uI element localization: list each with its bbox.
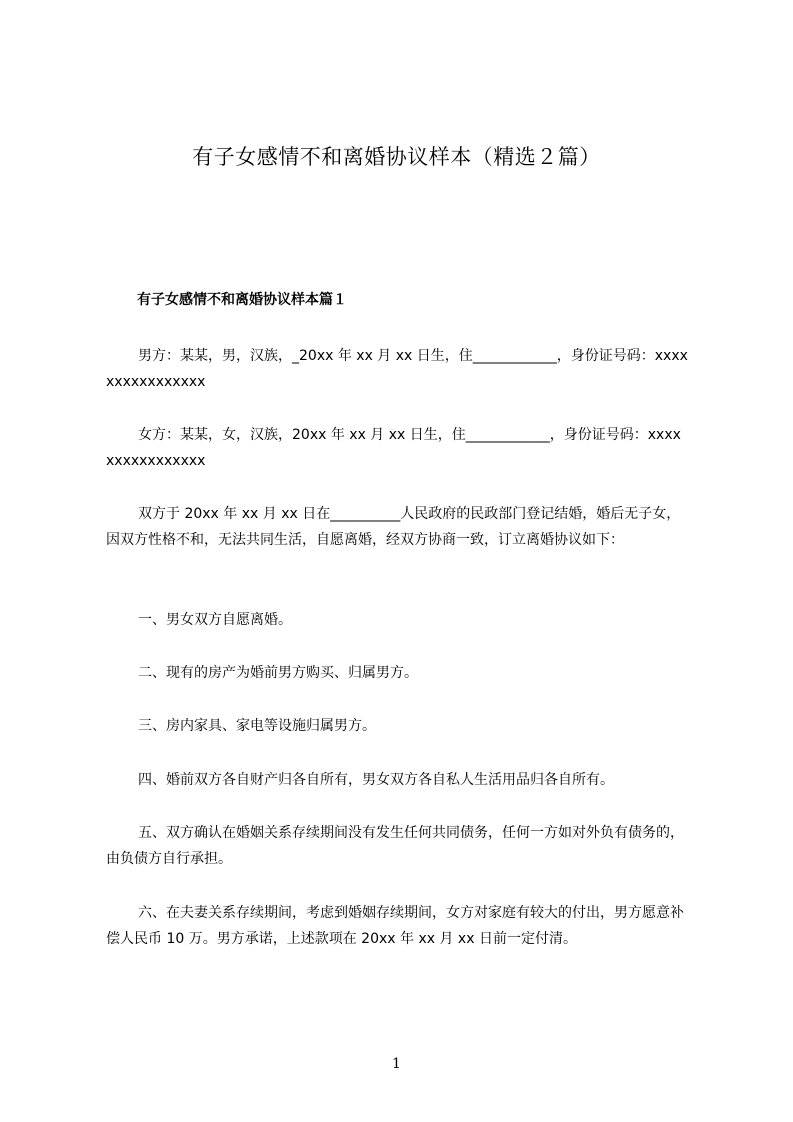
paragraph-clause-2: 二、现有的房产为婚前男方购买、归属男方。 (138, 665, 418, 681)
paragraph-marriage-registration: 双方于 20xx 年 xx 月 xx 日在__________人民政府的民政部门登记结婚，婚后无子女，因双方性格不和，无法共同生活，自愿离婚，经双方协商一致，订立离婚协议如下： (106, 506, 681, 548)
paragraph-female-party: 女方：某某，女，汉族，20xx 年 xx 月 xx 日生，住____________，身份证号码：xxxxxxxxxxxxxxxx (106, 427, 681, 469)
paragraph-clause-5: 五、双方确认在婚姻关系存续期间没有发生任何共同债务，任何一方如对外负有债务的，由负债方自行承担。 (106, 825, 684, 867)
paragraph-clause-4: 四、婚前双方各自财产归各自所有，男女双方各自私人生活用品归各自所有。 (138, 772, 614, 788)
page-number: 1 (392, 1056, 401, 1072)
paragraph-clause-3: 三、房内家具、家电等设施归属男方。 (138, 718, 376, 734)
section-heading: 有子女感情不和离婚协议样本篇１ (137, 292, 347, 308)
paragraph-clause-1: 一、男女双方自愿离婚。 (138, 612, 292, 628)
document-title: 有子女感情不和离婚协议样本（精选２篇） (192, 145, 601, 169)
paragraph-male-party: 男方：某某，男，汉族，_20xx 年 xx 月 xx 日生，住____________，身份证号码：xxxxxxxxxxxxxxxx (106, 348, 688, 390)
paragraph-clause-6: 六、在夫妻关系存续期间，考虑到婚姻存续期间，女方对家庭有较大的付出，男方愿意补偿人民币 10 万。男方承诺，上述款项在 20xx 年 xx 月 xx 日前一定付清。 (106, 905, 684, 947)
